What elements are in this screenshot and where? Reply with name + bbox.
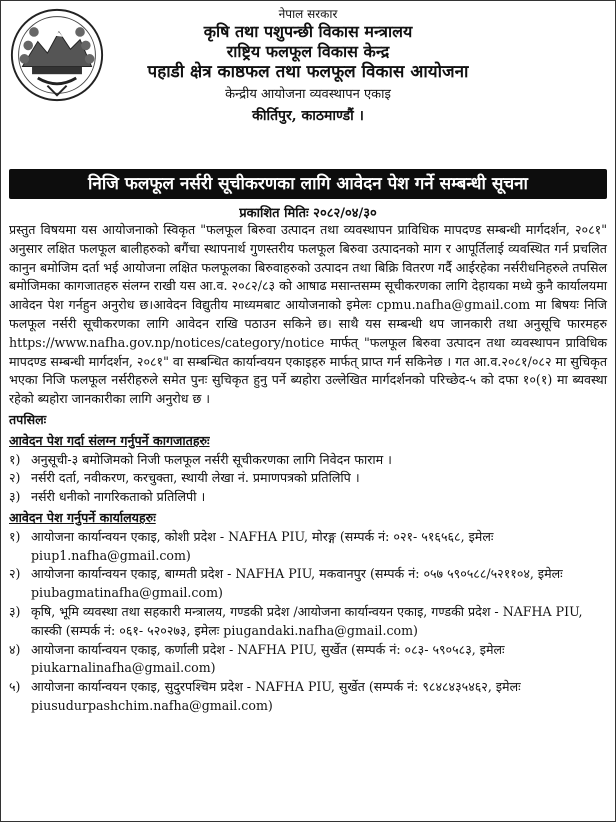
- documents-list: [9, 451, 607, 507]
- item-number: ४): [9, 641, 21, 657]
- notice-header: [1, 1, 615, 169]
- notice-paragraph: प्रस्तुत विषयमा यस आयोजनाको स्विकृत "फलफूल बिरुवा उत्पादन तथा व्यवस्थापन प्राविधिक मापदण्ड सम्बन्धी मार्गदर्शन, २०८१" अनुसार लक्षित फलफूल बालीहरुको बगैंचा स्थापनार्थ गुणस्तरीय फलफूल बिरुवा उत्पादनको माग र आपूर्तिलाई व्यवस्थित गर्न प्रचलित कानुन बमोजिम दर्ता भई आयोजना लक्षित फलफूलका बिरुवाहरुको उत्पादन तथा बिक्रि वितरण गर्दै आईरहेका नर्सरीधनिहरुले तपसिल बमोजिमका कागजातहरु संलग्न राखी यस आ.व. २०८२/८३ को आषाढ मसान्तसम्म सूचीकरणका लागि देहायका मध्ये कुनै कार्यालयमा आवेदन पेश गर्नहुन अनुरोध छ।आवेदन विद्युतीय माध्यमबाट आयोजनाको इमेलः cpmu.nafha@gmail.com मा बिषयः निजि फलफूल नर्सरी सूचीकरणका लागि आवेदन राखि पठाउन सकिने छ। साथै यस सम्बन्धी थप जानकारी तथा अनुसूचि फारमहरु https://www.nafha.gov.np/notices/category/notice मार्फत् "फलफूल बिरुवा उत्पादन तथा व्यवस्थापन प्राविधिक मापदण्ड सम्बन्धी मार्गदर्शन, २०८१" वा सम्बन्धित कार्यान्वयन एकाइहरु मार्फत् प्राप्त गर्न सकिनेछ । गत आ.व.२०८१/०८२ मा सुचिकृत भएका निजि फलफूल नर्सरीहरुले समेत पुनः सुचिकृत हुनु पर्ने ब्यहोरा उल्लेखित मार्गदर्शनको परिच्छेद-५ को दफा १०(१) मा ब्यवस्था रहेको ब्यहोरा जानकारीका लागि अनुरोध छ ।: [9, 222, 607, 407]
- item-text: अनुसूची-३ बमोजिमको निजी फलफूल नर्सरी सूचीकरणका लागि निवेदन फाराम ।: [31, 451, 392, 467]
- list-item: [9, 469, 607, 488]
- offices-list: [9, 528, 607, 716]
- list-item: [9, 488, 607, 507]
- offices-title: आवेदन पेश गर्नुपर्ने कार्यालयहरुः: [9, 509, 156, 525]
- item-text: नर्सरी धनीको नागरिकताको प्रतिलिपी ।: [31, 489, 206, 505]
- item-number: ५): [9, 679, 21, 695]
- tapsil-label: तपसिलः: [9, 411, 47, 427]
- list-item: [9, 451, 607, 470]
- item-text: आयोजना कार्यान्वयन एकाइ, कर्णाली प्रदेश - NAFHA PIU, सुर्खेत (सम्पर्क नं: ०८३- ५९०५८३, इमेलः piukarnalinafha@gmail.com): [31, 641, 505, 676]
- office-location: कीर्तिपुर, काठमाण्डौं ।: [252, 107, 364, 124]
- center-name: राष्ट्रिय फलफूल विकास केन्द्र: [226, 42, 390, 61]
- unit-name: केन्द्रीय आयोजना व्यवस्थापन एकाइ: [225, 87, 391, 103]
- list-item: [9, 641, 607, 679]
- notice-title-banner: निजि फलफूल नर्सरी सूचीकरणका लागि आवेदन पेश गर्ने सम्बन्धी सूचना: [9, 169, 607, 199]
- item-number: १): [9, 528, 21, 544]
- list-item: [9, 565, 607, 603]
- item-number: ३): [9, 603, 21, 619]
- government-name: नेपाल सरकार: [278, 7, 338, 21]
- documents-title: आवेदन पेश गर्दा संलग्न गर्नुपर्ने कागजातहरुः: [9, 432, 210, 448]
- list-item: [9, 528, 607, 566]
- list-item: [9, 678, 607, 716]
- item-text: कृषि, भूमि व्यवस्था तथा सहकारी मन्त्रालय, गण्डकी प्रदेश /आयोजना कार्यान्वयन एकाइ, गण्डकी प्रदेश - NAFHA PIU, कास्की (सम्पर्क नं: ०६१- ५२०२७३, इमेलः piugandaki.nafha@gmail.com): [31, 603, 583, 638]
- nepal-emblem-icon: [9, 7, 105, 103]
- item-text: आयोजना कार्यान्वयन एकाइ, बाग्मती प्रदेश - NAFHA PIU, मकवानपुर (सम्पर्क नं: ०५७ ५९०५८८/५२११०४, इमेलः piubagmatinafha@gmail.com): [31, 566, 563, 601]
- item-text: नर्सरी दर्ता, नवीकरण, करचुक्ता, स्थायी लेखा नं. प्रमाणपत्रको प्रतिलिपि ।: [31, 470, 360, 486]
- published-date: प्रकाशित मितिः २०८२/०४/३०: [239, 206, 377, 221]
- project-name: पहाडी क्षेत्र काष्ठफल तथा फलफूल विकास आयोजना: [147, 62, 469, 82]
- list-item: [9, 603, 607, 641]
- item-text: आयोजना कार्यान्वयन एकाइ, सुदुरपश्चिम प्रदेश - NAFHA PIU, सुर्खेत (सम्पर्क नं: ९८४८४३५४६२, इमेलः piusudurpashchim.nafha@gmail.com): [31, 679, 521, 713]
- ministry-name: कृषि तथा पशुपन्छी विकास मन्त्रालय: [203, 22, 413, 41]
- item-text: आयोजना कार्यान्वयन एकाइ, कोशी प्रदेश - NAFHA PIU, मोरङ्ग (सम्पर्क नं: ०२१- ५१६५६८, इमेलः piup1.nafha@gmail.com): [31, 528, 494, 563]
- notice-content: [9, 221, 607, 716]
- item-number: २): [9, 470, 21, 486]
- item-number: १): [9, 451, 21, 467]
- item-number: २): [9, 566, 21, 582]
- item-number: ३): [9, 489, 21, 505]
